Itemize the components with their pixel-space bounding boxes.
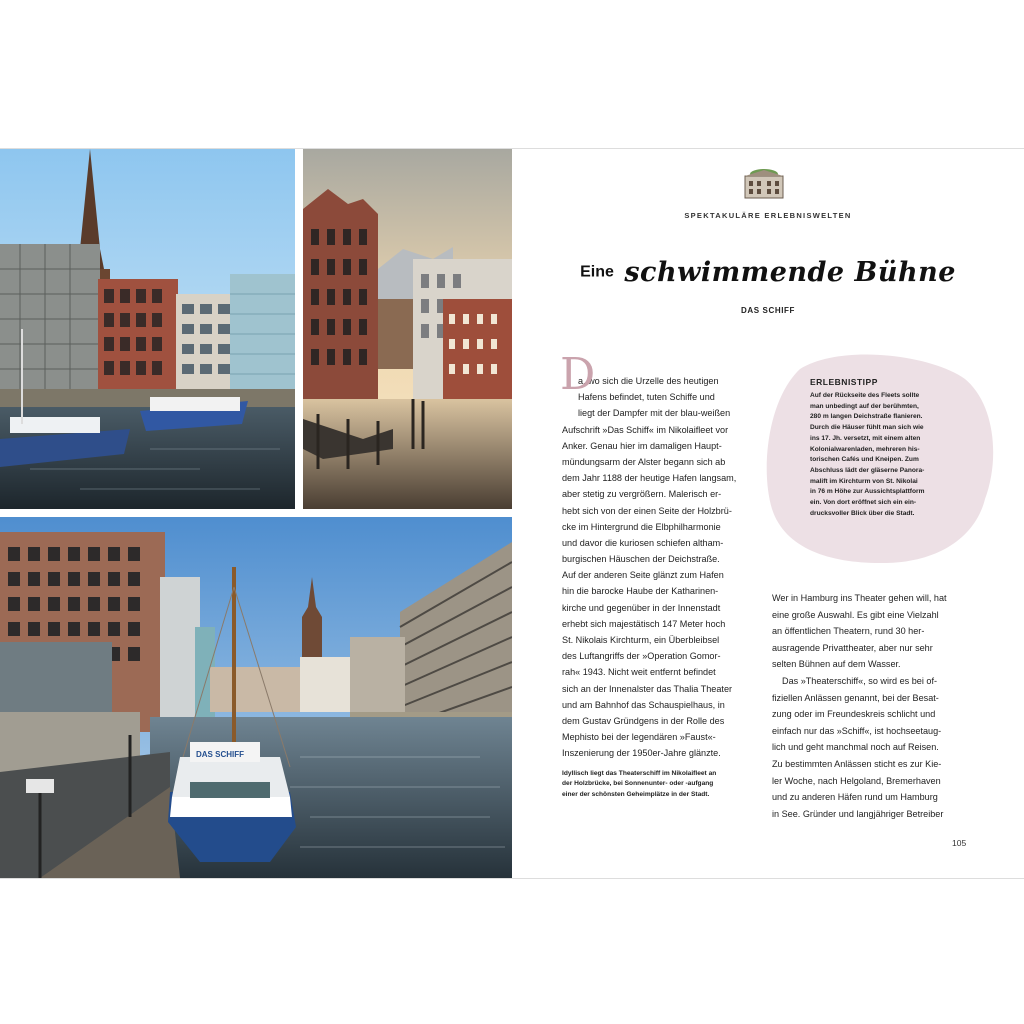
experience-tip-box <box>810 377 960 519</box>
text-line: kirche und gegenüber in der Innenstadt <box>562 602 721 613</box>
text-line: cke im Hintergrund die Elbphilharmonie <box>562 521 721 532</box>
text-line: man unbedingt auf der berühmten, <box>810 402 919 410</box>
text-line: Durch die Häuser fühlt man sich wie <box>810 424 924 432</box>
building-icon <box>741 166 787 202</box>
text-line: Wer in Hamburg ins Theater gehen will, hat <box>772 593 947 603</box>
text-line: malift im Kirchturm von St. Nikolai <box>810 477 918 485</box>
book-spread <box>0 148 1024 879</box>
text-line: mündungsarm der Alster begann sich ab <box>562 456 726 467</box>
text-line: Zu bestimmten Anlässen sticht es zur Kie- <box>772 758 942 769</box>
text-line: lich und geht manchmal noch auf Reisen. <box>772 742 939 753</box>
photo-harbor <box>0 517 512 878</box>
text-line: hebt sich von der einen Seite der Holzbrü- <box>562 505 732 516</box>
text-line: Inszenierung der 1950er-Jahre glänzte. <box>562 748 721 759</box>
text-line: aber stetig zu vergrößern. Malerisch er- <box>562 489 722 500</box>
boat-label: DAS SCHIFF <box>196 750 244 759</box>
title-script: schwimmende Bühne <box>624 257 956 288</box>
text-line: einer der schönsten Geheimplätze in der Stadt. <box>562 790 710 798</box>
text-line: in 76 m Höhe zur Aussichtsplattform <box>810 488 925 496</box>
body-text-left <box>560 349 774 762</box>
text-line: Abschluss lädt der gläserne Panora- <box>810 466 925 474</box>
text-line: dem Gustav Gründgens in der Rolle des <box>562 715 725 726</box>
text-line: an öffentlichen Theatern, rund 30 her- <box>772 626 925 637</box>
text-line: ausragende Privattheater, aber nur sehr <box>772 642 933 653</box>
text-line: ein. Von dort eröffnet sich ein ein- <box>810 499 917 507</box>
text-line: ler Woche, nach Helgoland, Bremerhaven <box>772 775 941 786</box>
tip-title: ERLEBNISTIPP <box>810 377 878 387</box>
text-line: zung oder im Freundeskreis schlicht und <box>772 709 936 720</box>
text-line: burgischen Häuschen der Deichstraße. <box>562 554 720 565</box>
text-line: dem Jahr 1188 der heutige Hafen langsam, <box>562 473 737 484</box>
text-line: eine große Auswahl. Es gibt eine Vielzahl <box>772 609 939 620</box>
text-line: St. Nikolais Kirchturm, ein Überbleibsel <box>562 635 720 645</box>
text-line: sich an der Innenalster das Thalia Theater <box>562 683 733 694</box>
title-plain: Eine <box>580 263 614 281</box>
photo-harbor-image <box>0 517 512 878</box>
text-line: Aufschrift »Das Schiff« im Nikolaifleet vor <box>562 424 729 435</box>
text-line: 280 m langen Deichstraße flanieren. <box>810 413 923 421</box>
text-line: einfach nur das »Schiff«, ist hochseetaug- <box>772 725 942 736</box>
text-line: und zu anderen Häfen rund um Hamburg <box>772 792 938 803</box>
text-line: des Luftangriffs der »Operation Gomor- <box>562 651 721 662</box>
text-line: Idyllisch liegt das Theaterschiff im Nikolaifleet an <box>562 770 717 777</box>
text-line: a, wo sich die Urzelle des heutigen <box>578 376 719 386</box>
text-line: und davor die kuriosen schiefen altham- <box>562 537 724 548</box>
page-subtitle: DAS SCHIFF <box>741 306 795 315</box>
right-page <box>512 149 1024 878</box>
text-line: Anker. Genau hier im damaligen Haupt- <box>562 440 722 451</box>
page-title <box>512 257 1024 288</box>
text-line: Kolonialwarenladen, mehreren his- <box>810 445 920 453</box>
tip-text <box>810 391 960 519</box>
photo-warehouses <box>303 149 512 509</box>
text-line: Hafens befindet, tuten Schiffe und <box>578 392 715 403</box>
text-line: und am Bahnhof das Schauspielhaus, in <box>562 699 725 710</box>
photo-cathedral <box>0 149 295 509</box>
text-line: ins 17. Jh. versetzt, mit einem alten <box>810 434 921 442</box>
text-line: in See. Gründer und langjähriger Betreiber <box>772 808 944 819</box>
text-line: Auf der anderen Seite glänzt zum Hafen <box>562 570 724 581</box>
photo-cathedral-image <box>0 149 295 509</box>
body-text-right <box>772 590 984 822</box>
text-line: erhebt sich majestätisch 147 Meter hoch <box>562 618 726 629</box>
text-line: fiziellen Anlässen genannt, bei der Besat- <box>772 692 939 703</box>
text-line: selten Bühnen auf dem Wasser. <box>772 659 901 670</box>
photo-caption <box>562 769 772 800</box>
text-line: der Holzbrücke, bei Sonnenunter- oder -aufgang <box>562 780 714 788</box>
section-kicker: SPEKTAKULÄRE ERLEBNISWELTEN <box>684 211 852 220</box>
text-line: torischen Cafés und Kneipen. Zum <box>810 456 919 464</box>
text-line: Auf der Rückseite des Fleets sollte <box>810 392 920 399</box>
text-line: rah« 1943. Nicht weit entfernt befindet <box>562 667 716 678</box>
photo-warehouses-image <box>303 149 512 509</box>
text-line: Mephisto bei der legendären »Faust«- <box>562 732 716 743</box>
text-line: liegt der Dampfer mit der blau-weißen <box>578 408 731 419</box>
page-number: 105 <box>952 838 967 848</box>
text-line: Das »Theaterschiff«, so wird es bei of- <box>782 675 938 686</box>
dropcap: D <box>560 349 596 400</box>
text-line: drucksvoller Blick über die Stadt. <box>810 509 915 517</box>
text-line: hin die barocke Haube der Katharinen- <box>562 586 719 597</box>
